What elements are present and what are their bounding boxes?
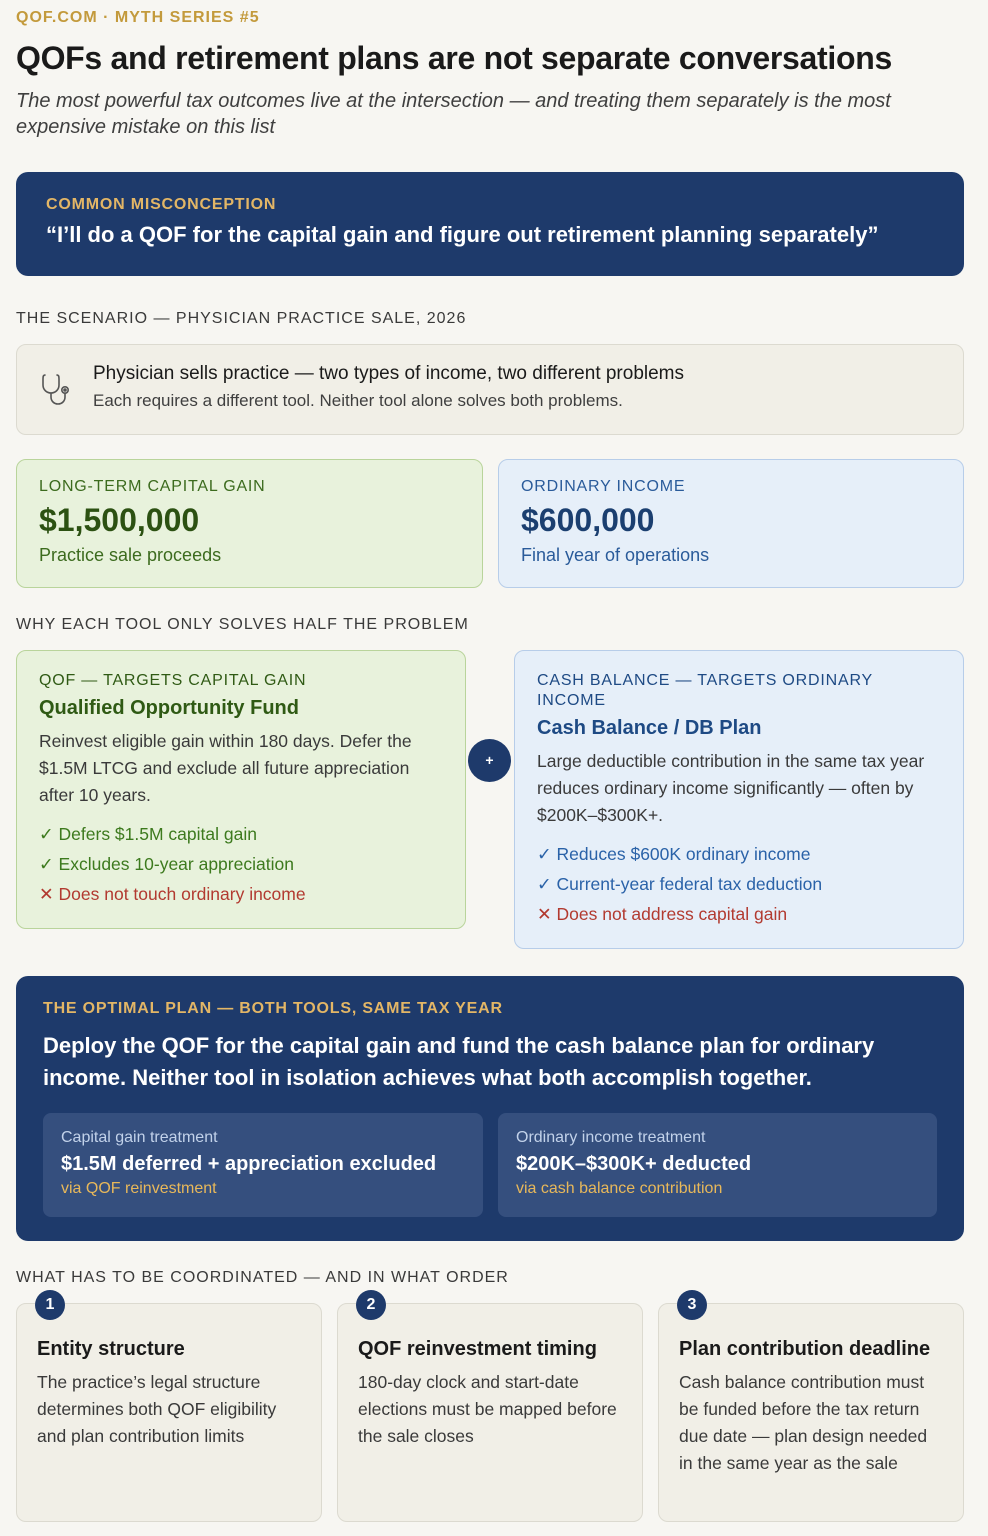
step-number-badge: 2	[356, 1290, 386, 1320]
list-item: ✓ Defers $1.5M capital gain	[39, 824, 257, 844]
cash-balance-tool-desc: Large deductible contribution in the same tax year reduces ordinary income significantly — often by $200K–$300K+.	[537, 751, 925, 825]
scenario-section-label: THE SCENARIO — PHYSICIAN PRACTICE SALE, 2026	[16, 310, 467, 327]
ordinary-income-treatment	[498, 1113, 937, 1217]
scenario-title: Physician sells practice — two types of income, two different problems	[93, 363, 685, 384]
optimal-plan-treatments	[43, 1113, 937, 1217]
step-desc: Cash balance contribution must be funded before the tax return due date — plan design needed in the same year as the sale	[679, 1372, 928, 1473]
series-eyebrow: QOF.COM · MYTH SERIES #5	[16, 9, 260, 26]
page-title: QOFs and retirement plans are not separate conversations	[16, 40, 892, 76]
plus-icon: +	[468, 739, 511, 782]
list-item: ✕ Does not address capital gain	[537, 904, 788, 924]
ordinary-income-label: ORDINARY INCOME	[521, 478, 686, 495]
step-title: Plan contribution deadline	[679, 1338, 931, 1360]
step-title: Entity structure	[37, 1338, 185, 1360]
capital-gain-value: $1,500,000	[39, 502, 200, 538]
ordinary-treatment-via: via cash balance contribution	[516, 1180, 723, 1197]
capital-treatment-via: via QOF reinvestment	[61, 1180, 217, 1197]
qof-tool-label: QOF — TARGETS CAPITAL GAIN	[39, 672, 307, 689]
capital-gain-desc: Practice sale proceeds	[39, 545, 222, 565]
ordinary-income-desc: Final year of operations	[521, 545, 710, 565]
qof-tool-desc: Reinvest eligible gain within 180 days. Defer the $1.5M LTCG and exclude all future appreciation after 10 years.	[39, 731, 412, 805]
optimal-plan-label: THE OPTIMAL PLAN — BOTH TOOLS, SAME TAX YEAR	[43, 1000, 503, 1017]
capital-treatment-label: Capital gain treatment	[61, 1129, 218, 1146]
step-number-badge: 3	[677, 1290, 707, 1320]
capital-gain-treatment	[43, 1113, 483, 1217]
page-subtitle: The most powerful tax outcomes live at the intersection — and treating them separately is the most expensive mistake on this list	[16, 90, 891, 138]
step-desc: 180-day clock and start-date elections must be mapped before the sale closes	[358, 1372, 617, 1446]
misconception-banner	[16, 172, 964, 276]
scenario-card	[16, 344, 964, 435]
capital-gain-card	[16, 459, 483, 588]
coordination-section-label: WHAT HAS TO BE COORDINATED — AND IN WHAT ORDER	[16, 1269, 509, 1286]
ordinary-income-card	[498, 459, 964, 588]
capital-gain-label: LONG-TERM CAPITAL GAIN	[39, 478, 266, 495]
ordinary-treatment-value: $200K–$300K+ deducted	[516, 1153, 752, 1175]
list-item: ✓ Current-year federal tax deduction	[537, 874, 823, 894]
step-card-entity-structure	[16, 1296, 322, 1522]
step-title: QOF reinvestment timing	[358, 1338, 597, 1360]
misconception-quote: “I’ll do a QOF for the capital gain and figure out retirement planning separately”	[46, 222, 879, 247]
ordinary-income-value: $600,000	[521, 502, 655, 538]
cash-balance-tool-list	[537, 839, 941, 929]
step-card-plan-deadline	[658, 1296, 964, 1522]
cash-balance-tool-label: CASH BALANCE — TARGETS ORDINARY INCOME	[537, 672, 873, 709]
cash-balance-tool-card	[514, 650, 964, 949]
list-item: ✕ Does not touch ordinary income	[39, 884, 306, 904]
step-number-badge: 1	[35, 1290, 65, 1320]
optimal-plan-text: Deploy the QOF for the capital gain and fund the cash balance plan for ordinary income. Neither tool in isolation achieves what both accomplish together.	[43, 1033, 875, 1090]
scenario-subtitle: Each requires a different tool. Neither tool alone solves both problems.	[93, 391, 623, 410]
stethoscope-icon	[39, 371, 75, 407]
optimal-plan-panel	[16, 976, 964, 1241]
qof-tool-name: Qualified Opportunity Fund	[39, 697, 299, 719]
cash-balance-tool-name: Cash Balance / DB Plan	[537, 717, 762, 739]
list-item: ✓ Reduces $600K ordinary income	[537, 844, 811, 864]
qof-tool-card	[16, 650, 466, 929]
step-card-qof-timing	[337, 1296, 643, 1522]
step-desc: The practice’s legal structure determines both QOF eligibility and plan contribution limits	[37, 1372, 277, 1446]
ordinary-treatment-label: Ordinary income treatment	[516, 1129, 706, 1146]
tools-section-label: WHY EACH TOOL ONLY SOLVES HALF THE PROBLEM	[16, 616, 469, 633]
qof-tool-list	[39, 819, 443, 909]
misconception-label: COMMON MISCONCEPTION	[46, 196, 277, 213]
list-item: ✓ Excludes 10-year appreciation	[39, 854, 294, 874]
capital-treatment-value: $1.5M deferred + appreciation excluded	[61, 1153, 437, 1175]
